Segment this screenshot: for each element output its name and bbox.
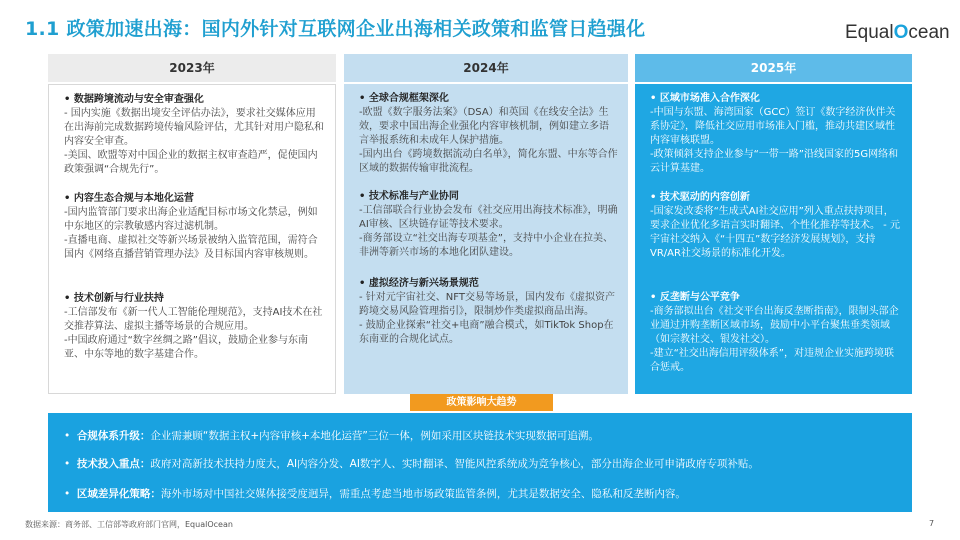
column-year-header: 2025年 xyxy=(635,54,912,82)
section-heading: • 技术创新与行业扶持 xyxy=(64,293,164,304)
policy-section xyxy=(64,93,325,177)
policy-section xyxy=(64,192,325,262)
page-number: 7 xyxy=(929,519,935,528)
column-body xyxy=(635,84,912,394)
section-text: - 国内实施《数据出境安全评估办法》，要求社交媒体应用在出海前完成数据跨境传输风险评估，尤其针对用户隐私和内容安全审查。 -美国、欧盟等对中国企业的数据主权审查趋严，促使国内政策强调“合规先行”。 xyxy=(64,108,324,175)
column-2025 xyxy=(635,54,912,394)
policy-section xyxy=(650,191,902,261)
logo-mark: O xyxy=(893,22,909,43)
page-title: 1.1 政策加速出海：国内外针对互联网企业出海相关政策和监管日趋强化 xyxy=(25,18,646,40)
section-text: -工信部发布《新一代人工智能伦理规范》，支持AI技术在社交推荐算法、虚拟主播等场景的合规应用。 -中国政府通过“数字丝绸之路”倡议，鼓励企业参与东南亚、中东等地的数字基建合作。 xyxy=(64,307,323,360)
column-body xyxy=(48,84,336,394)
policy-section xyxy=(359,277,618,347)
data-source-note: 数据来源：商务部、工信部等政府部门官网，EqualOcean xyxy=(25,520,233,529)
section-heading: • 技术驱动的内容创新 xyxy=(650,192,750,203)
bullet: • xyxy=(64,488,77,500)
trend-text: 海外市场对中国社交媒体接受度迥异，需重点考虑当地市场政策监管条例，尤其是数据安全、隐私和反垄断内容。 xyxy=(160,488,686,500)
policy-section xyxy=(359,190,618,260)
trend-key: 合规体系升级： xyxy=(76,430,151,442)
section-text: -中国与东盟、海湾国家（GCC）签订《数字经济伙伴关系协定》，降低社交应用市场准入门槛，推动共建区域性内容审核联盟。 -政策倾斜支持企业参与“一带一路”沿线国家的5G网络和云计算基建。 xyxy=(650,107,899,174)
section-heading: • 区域市场准入合作深化 xyxy=(650,93,760,104)
column-body xyxy=(344,84,628,394)
bullet: • xyxy=(64,458,77,470)
policy-section xyxy=(650,92,902,176)
section-heading: • 数据跨境流动与安全审查强化 xyxy=(64,94,204,105)
column-2024 xyxy=(344,54,628,394)
trend-row xyxy=(64,457,902,471)
section-heading: • 内容生态合规与本地化运营 xyxy=(64,193,194,204)
trend-text: 政府对高新技术扶持力度大，AI内容分发、AI数字人、实时翻译、智能风控系统成为竞争核心，部分出海企业可申请政府专项补贴。 xyxy=(150,458,759,470)
trend-row xyxy=(64,487,902,501)
column-year-header: 2024年 xyxy=(344,54,628,82)
trend-panel xyxy=(48,413,912,512)
policy-section xyxy=(64,292,325,362)
section-text: -商务部拟出台《社交平台出海反垄断指南》，限制头部企业通过并购垄断区域市场，鼓励中小平台聚焦垂类领域（如宗教社交、银发社交）。 -建立“社交出海信用评级体系”，对违规企业实施跨境联合惩戒。 xyxy=(650,306,899,373)
section-text: - 针对元宇宙社交、NFT交易等场景，国内发布《虚拟资产跨境交易风险管理指引》，限制炒作类虚拟商品出海。 - 鼓励企业探索“社交+电商”融合模式，如TikTok Shop在东南亚的合规化试点。 xyxy=(359,292,615,345)
column-2023 xyxy=(48,54,336,394)
section-text: -国家发改委将“生成式AI社交应用”列入重点扶持项目，要求企业优化多语言实时翻译、个性化推荐等技术。 - 元宇宙社交纳入《“十四五”数字经济发展规划》，支持VR/AR社交场景的标准化开发。 xyxy=(650,206,900,259)
bullet: • xyxy=(64,430,77,442)
trend-tag: 政策影响大趋势 xyxy=(410,394,553,411)
logo-suffix: cean xyxy=(908,22,950,43)
section-heading: • 反垄断与公平竞争 xyxy=(650,292,740,303)
equalocean-logo xyxy=(845,22,950,44)
column-year-header: 2023年 xyxy=(48,54,336,82)
logo-prefix: Equal xyxy=(845,22,894,43)
trend-row xyxy=(64,429,902,443)
trend-key: 区域差异化策略： xyxy=(76,488,161,500)
section-heading: • 虚拟经济与新兴场景规范 xyxy=(359,278,479,289)
section-heading: • 技术标准与产业协同 xyxy=(359,191,459,202)
policy-section xyxy=(650,291,902,375)
section-heading: • 全球合规框架深化 xyxy=(359,93,449,104)
section-text: -工信部联合行业协会发布《社交应用出海技术标准》，明确AI审核、区块链存证等技术要求。 -商务部设立“社交出海专项基金”，支持中小企业在拉美、非洲等新兴市场的本地化团队建设。 xyxy=(359,205,618,258)
section-text: -国内监管部门要求出海企业适配目标市场文化禁忌，例如中东地区的宗教敏感内容过滤机制。 -直播电商、虚拟社交等新兴场景被纳入监管范围，需符合国内《网络直播营销管理办法》及目标国内容审核规则。 xyxy=(64,207,318,260)
trend-key: 技术投入重点： xyxy=(76,458,151,470)
policy-section xyxy=(359,92,618,176)
trend-text: 企业需兼顾“数据主权+内容审核+本地化运营”三位一体，例如采用区块链技术实现数据可追溯。 xyxy=(150,430,599,442)
section-text: -欧盟《数字服务法案》（DSA）和英国《在线安全法》生效，要求中国出海企业强化内容审核机制，例如建立多语言举报系统和未成年人保护措施。 -国内出台《跨境数据流动白名单》，简化东盟、中东等合作区域的数据传输审批流程。 xyxy=(359,107,618,174)
